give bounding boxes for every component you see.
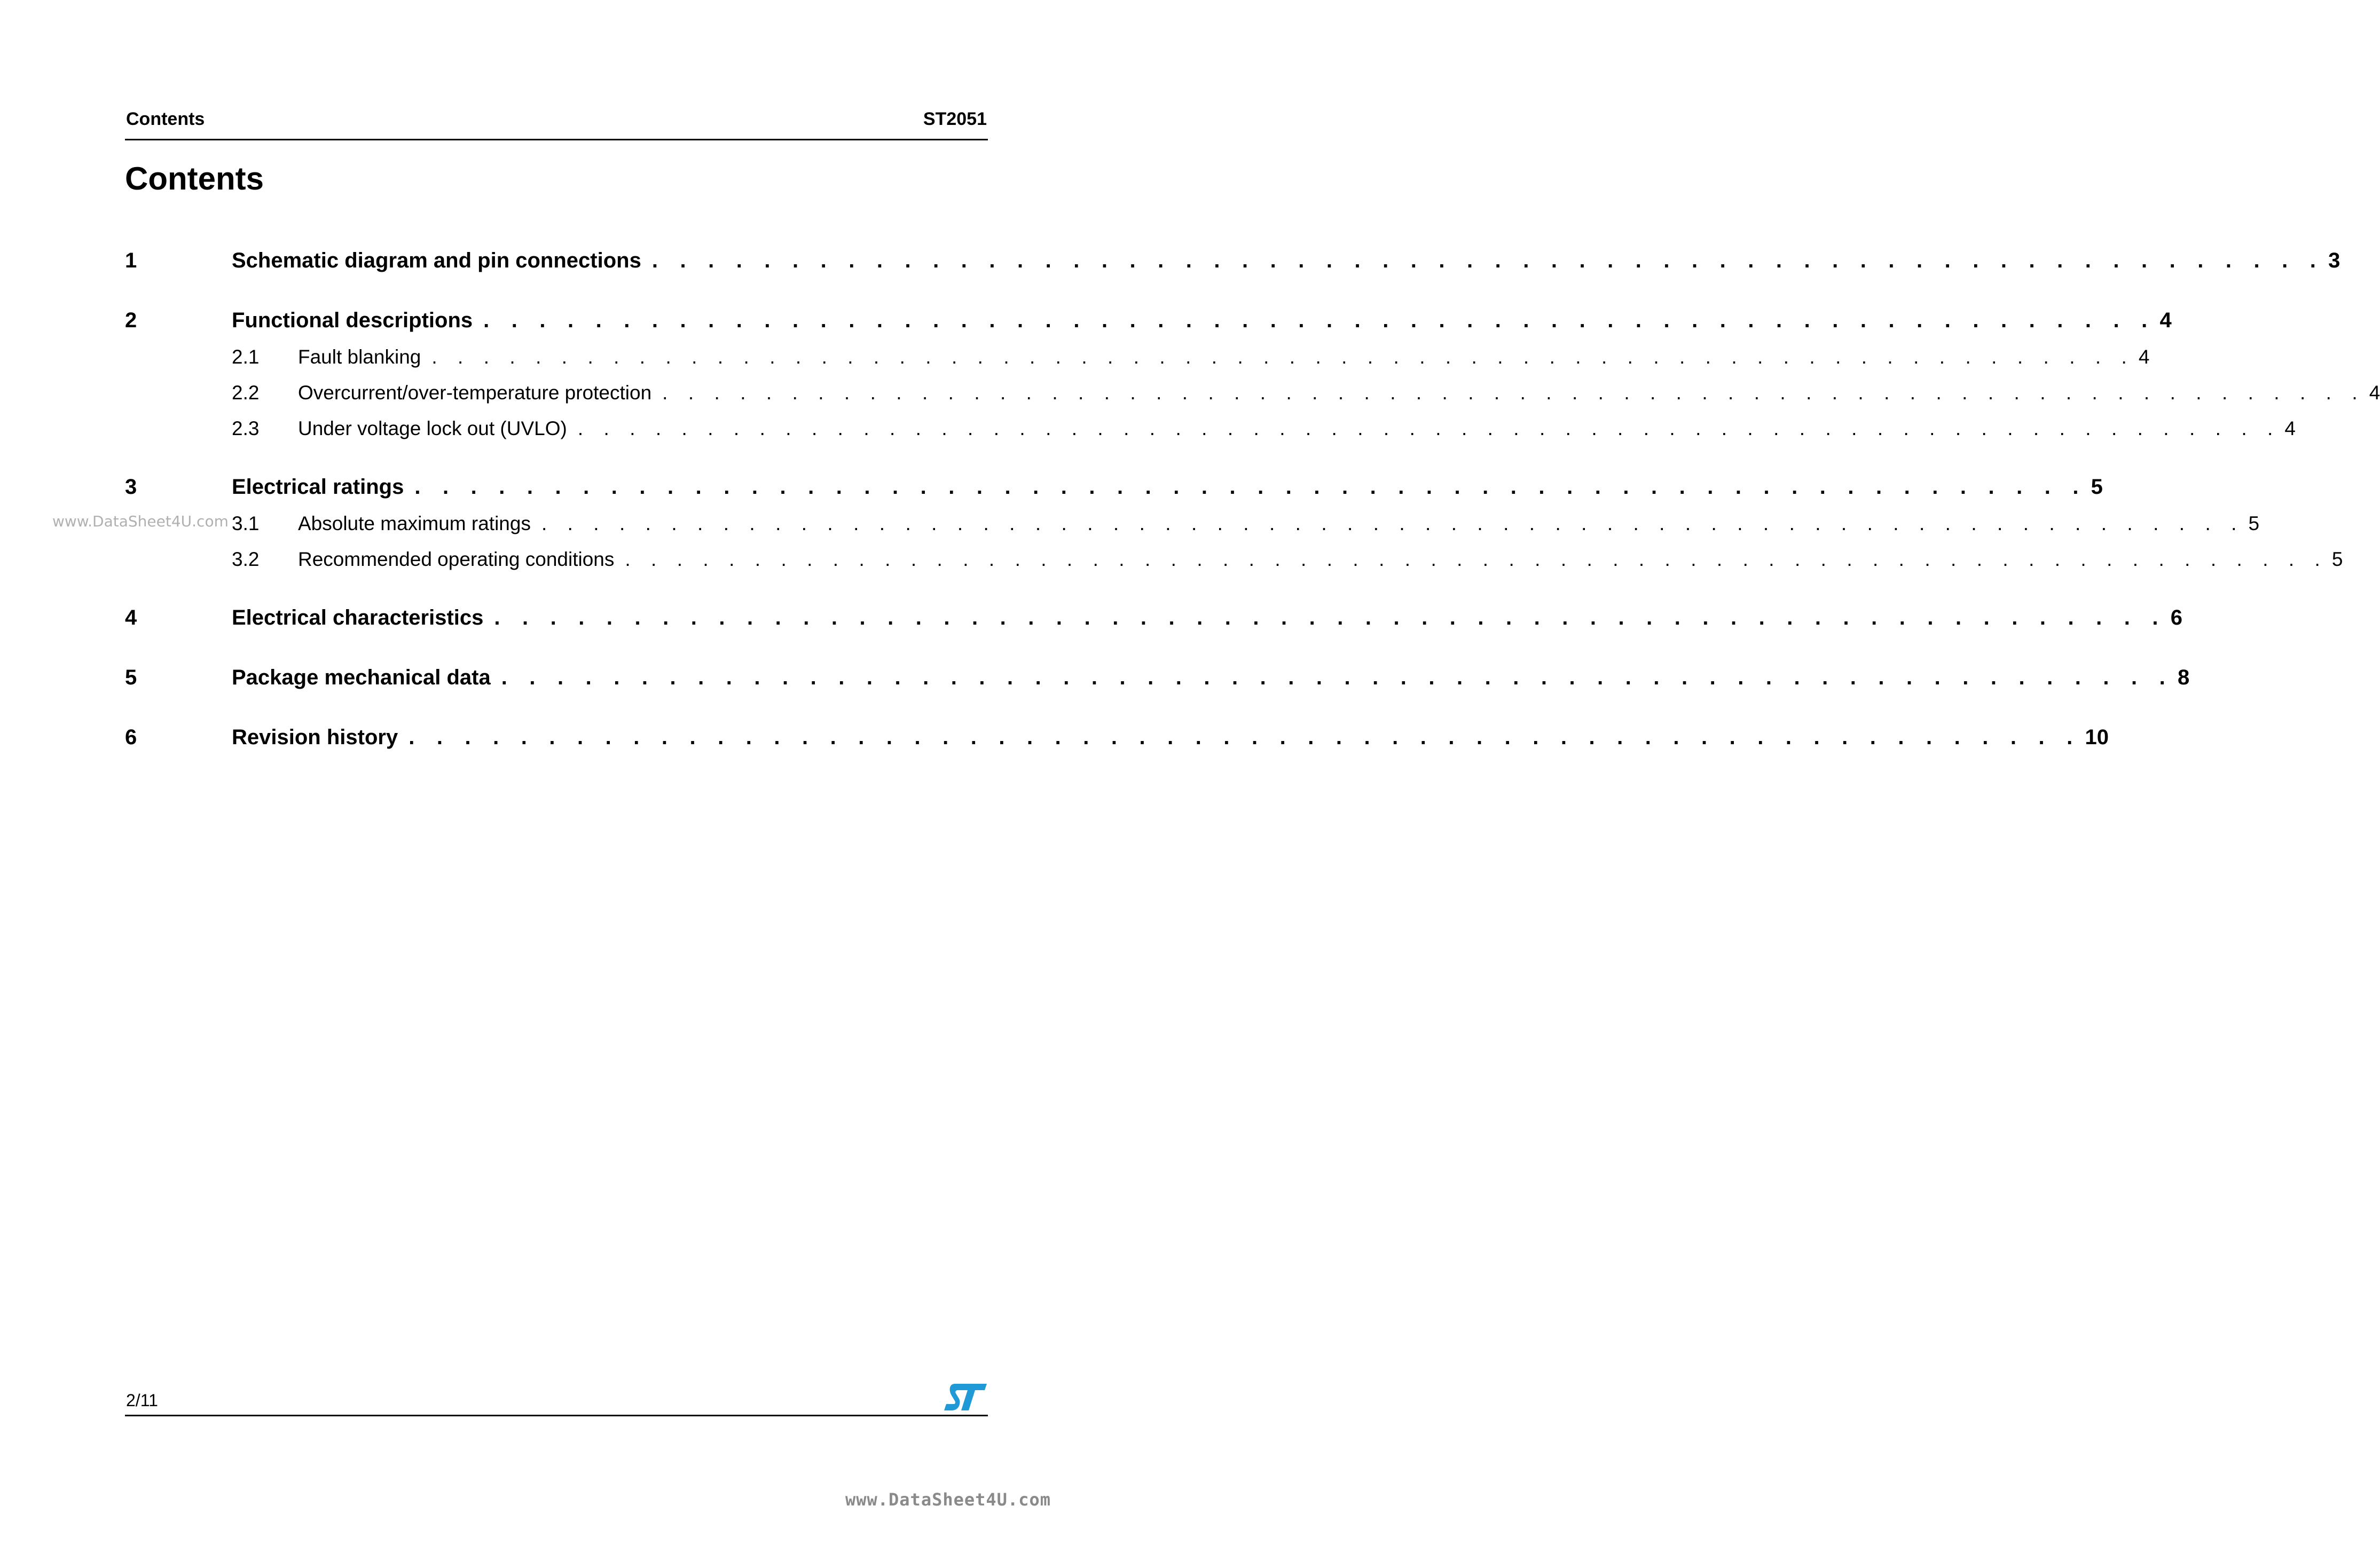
toc-title: Electrical ratings xyxy=(232,475,404,499)
toc-number: 2.3 xyxy=(232,417,260,439)
toc-page: 4 xyxy=(2284,417,2296,439)
toc-title: Package mechanical data xyxy=(232,666,491,689)
st-logo-shape xyxy=(944,1384,987,1410)
toc-number: 3.1 xyxy=(232,513,260,534)
toc-title: Revision history xyxy=(232,726,398,749)
toc-title: Fault blanking xyxy=(298,346,421,368)
toc-title: Recommended operating conditions xyxy=(298,548,615,570)
toc-title: Schematic diagram and pin connections xyxy=(232,249,641,272)
toc-page: 4 xyxy=(2369,382,2380,404)
toc-title: Functional descriptions xyxy=(232,309,473,332)
toc-entry-2-2[interactable] xyxy=(125,382,2380,412)
toc-number: 3 xyxy=(125,475,137,499)
toc-entry-2[interactable] xyxy=(125,309,2172,338)
toc-dot-leader: . . . . . . . . . . . . . . . . . . . . . . . . . . . . . . . . . . . . . . . . . . . . . . . . . . . . . . . . . . . . . . . . . . xyxy=(541,513,2244,534)
toc-number: 1 xyxy=(125,249,137,272)
toc-number: 6 xyxy=(125,726,137,749)
header-part-number: ST2051 xyxy=(923,109,987,129)
toc-number: 2.1 xyxy=(232,346,260,368)
toc-dot-leader: . . . . . . . . . . . . . . . . . . . . . . . . . . . . . . . . . . . . . . . . . . . . . . . . . . . . . . . . . . . . xyxy=(414,475,2087,499)
table-of-contents xyxy=(125,0,2380,801)
toc-entry-4[interactable] xyxy=(125,606,2182,636)
toc-title: Overcurrent/over-temperature protection xyxy=(298,382,652,404)
toc-title: Electrical characteristics xyxy=(232,606,484,629)
toc-entry-2-3[interactable] xyxy=(125,417,2296,447)
toc-page: 5 xyxy=(2091,475,2103,499)
toc-number: 5 xyxy=(125,666,137,689)
toc-number: 2.2 xyxy=(232,382,260,404)
toc-page: 3 xyxy=(2328,249,2340,272)
toc-dot-leader: . . . . . . . . . . . . . . . . . . . . . . . . . . . . . . . . . . . . . . . . . . . . . . . . . . . . . . . . . . . . xyxy=(651,249,2324,272)
toc-dot-leader: . . . . . . . . . . . . . . . . . . . . . . . . . . . . . . . . . . . . . . . . . . . . . . . . . . . . . . . . . . . . xyxy=(501,666,2173,689)
toc-entry-3[interactable] xyxy=(125,475,2103,505)
toc-title: Absolute maximum ratings xyxy=(298,513,531,534)
toc-number: 2 xyxy=(125,309,137,332)
toc-page: 4 xyxy=(2138,346,2150,368)
toc-dot-leader: . . . . . . . . . . . . . . . . . . . . . . . . . . . . . . . . . . . . . . . . . . . . . . . . . . . . . . . . . . . . xyxy=(409,726,2081,749)
page-title: Contents xyxy=(125,161,264,196)
page-footer xyxy=(125,1377,988,1416)
toc-number: 4 xyxy=(125,606,137,629)
toc-entry-1[interactable] xyxy=(125,249,2340,279)
toc-dot-leader: . . . . . . . . . . . . . . . . . . . . . . . . . . . . . . . . . . . . . . . . . . . . . . . . . . . . . . . . . . . . xyxy=(483,309,2156,332)
toc-page: 4 xyxy=(2159,309,2172,332)
side-watermark: www.DataSheet4U.com xyxy=(52,513,229,530)
toc-entry-3-2[interactable] xyxy=(125,548,2343,578)
toc-dot-leader: . . . . . . . . . . . . . . . . . . . . . . . . . . . . . . . . . . . . . . . . . . . . . . . . . . . . . . . . . . . . . . . . . . xyxy=(625,548,2328,570)
toc-entry-5[interactable] xyxy=(125,666,2190,696)
toc-page: 6 xyxy=(2170,606,2182,629)
toc-entry-3-1[interactable] xyxy=(125,513,2260,542)
toc-number: 3.2 xyxy=(232,548,260,570)
toc-dot-leader: . . . . . . . . . . . . . . . . . . . . . . . . . . . . . . . . . . . . . . . . . . . . . . . . . . . . . . . . . . . . xyxy=(494,606,2166,629)
toc-dot-leader: . . . . . . . . . . . . . . . . . . . . . . . . . . . . . . . . . . . . . . . . . . . . . . . . . . . . . . . . . . . . . . . . . . xyxy=(431,346,2134,368)
st-logo-icon xyxy=(943,1383,988,1412)
toc-dot-leader: . . . . . . . . . . . . . . . . . . . . . . . . . . . . . . . . . . . . . . . . . . . . . . . . . . . . . . . . . . . . . . . . . . xyxy=(662,382,2365,404)
toc-page: 5 xyxy=(2331,548,2343,570)
toc-page: 10 xyxy=(2085,726,2109,749)
toc-page: 8 xyxy=(2178,666,2190,689)
toc-title: Under voltage lock out (UVLO) xyxy=(298,417,567,439)
toc-page: 5 xyxy=(2248,513,2260,534)
page-number: 2/11 xyxy=(126,1391,158,1410)
toc-entry-6[interactable] xyxy=(125,726,2109,755)
header-section-label: Contents xyxy=(126,109,205,129)
bottom-watermark: www.DataSheet4U.com xyxy=(845,1489,1051,1510)
toc-dot-leader: . . . . . . . . . . . . . . . . . . . . . . . . . . . . . . . . . . . . . . . . . . . . . . . . . . . . . . . . . . . . . . . . . . xyxy=(577,417,2281,439)
toc-entry-2-1[interactable] xyxy=(125,346,2150,376)
